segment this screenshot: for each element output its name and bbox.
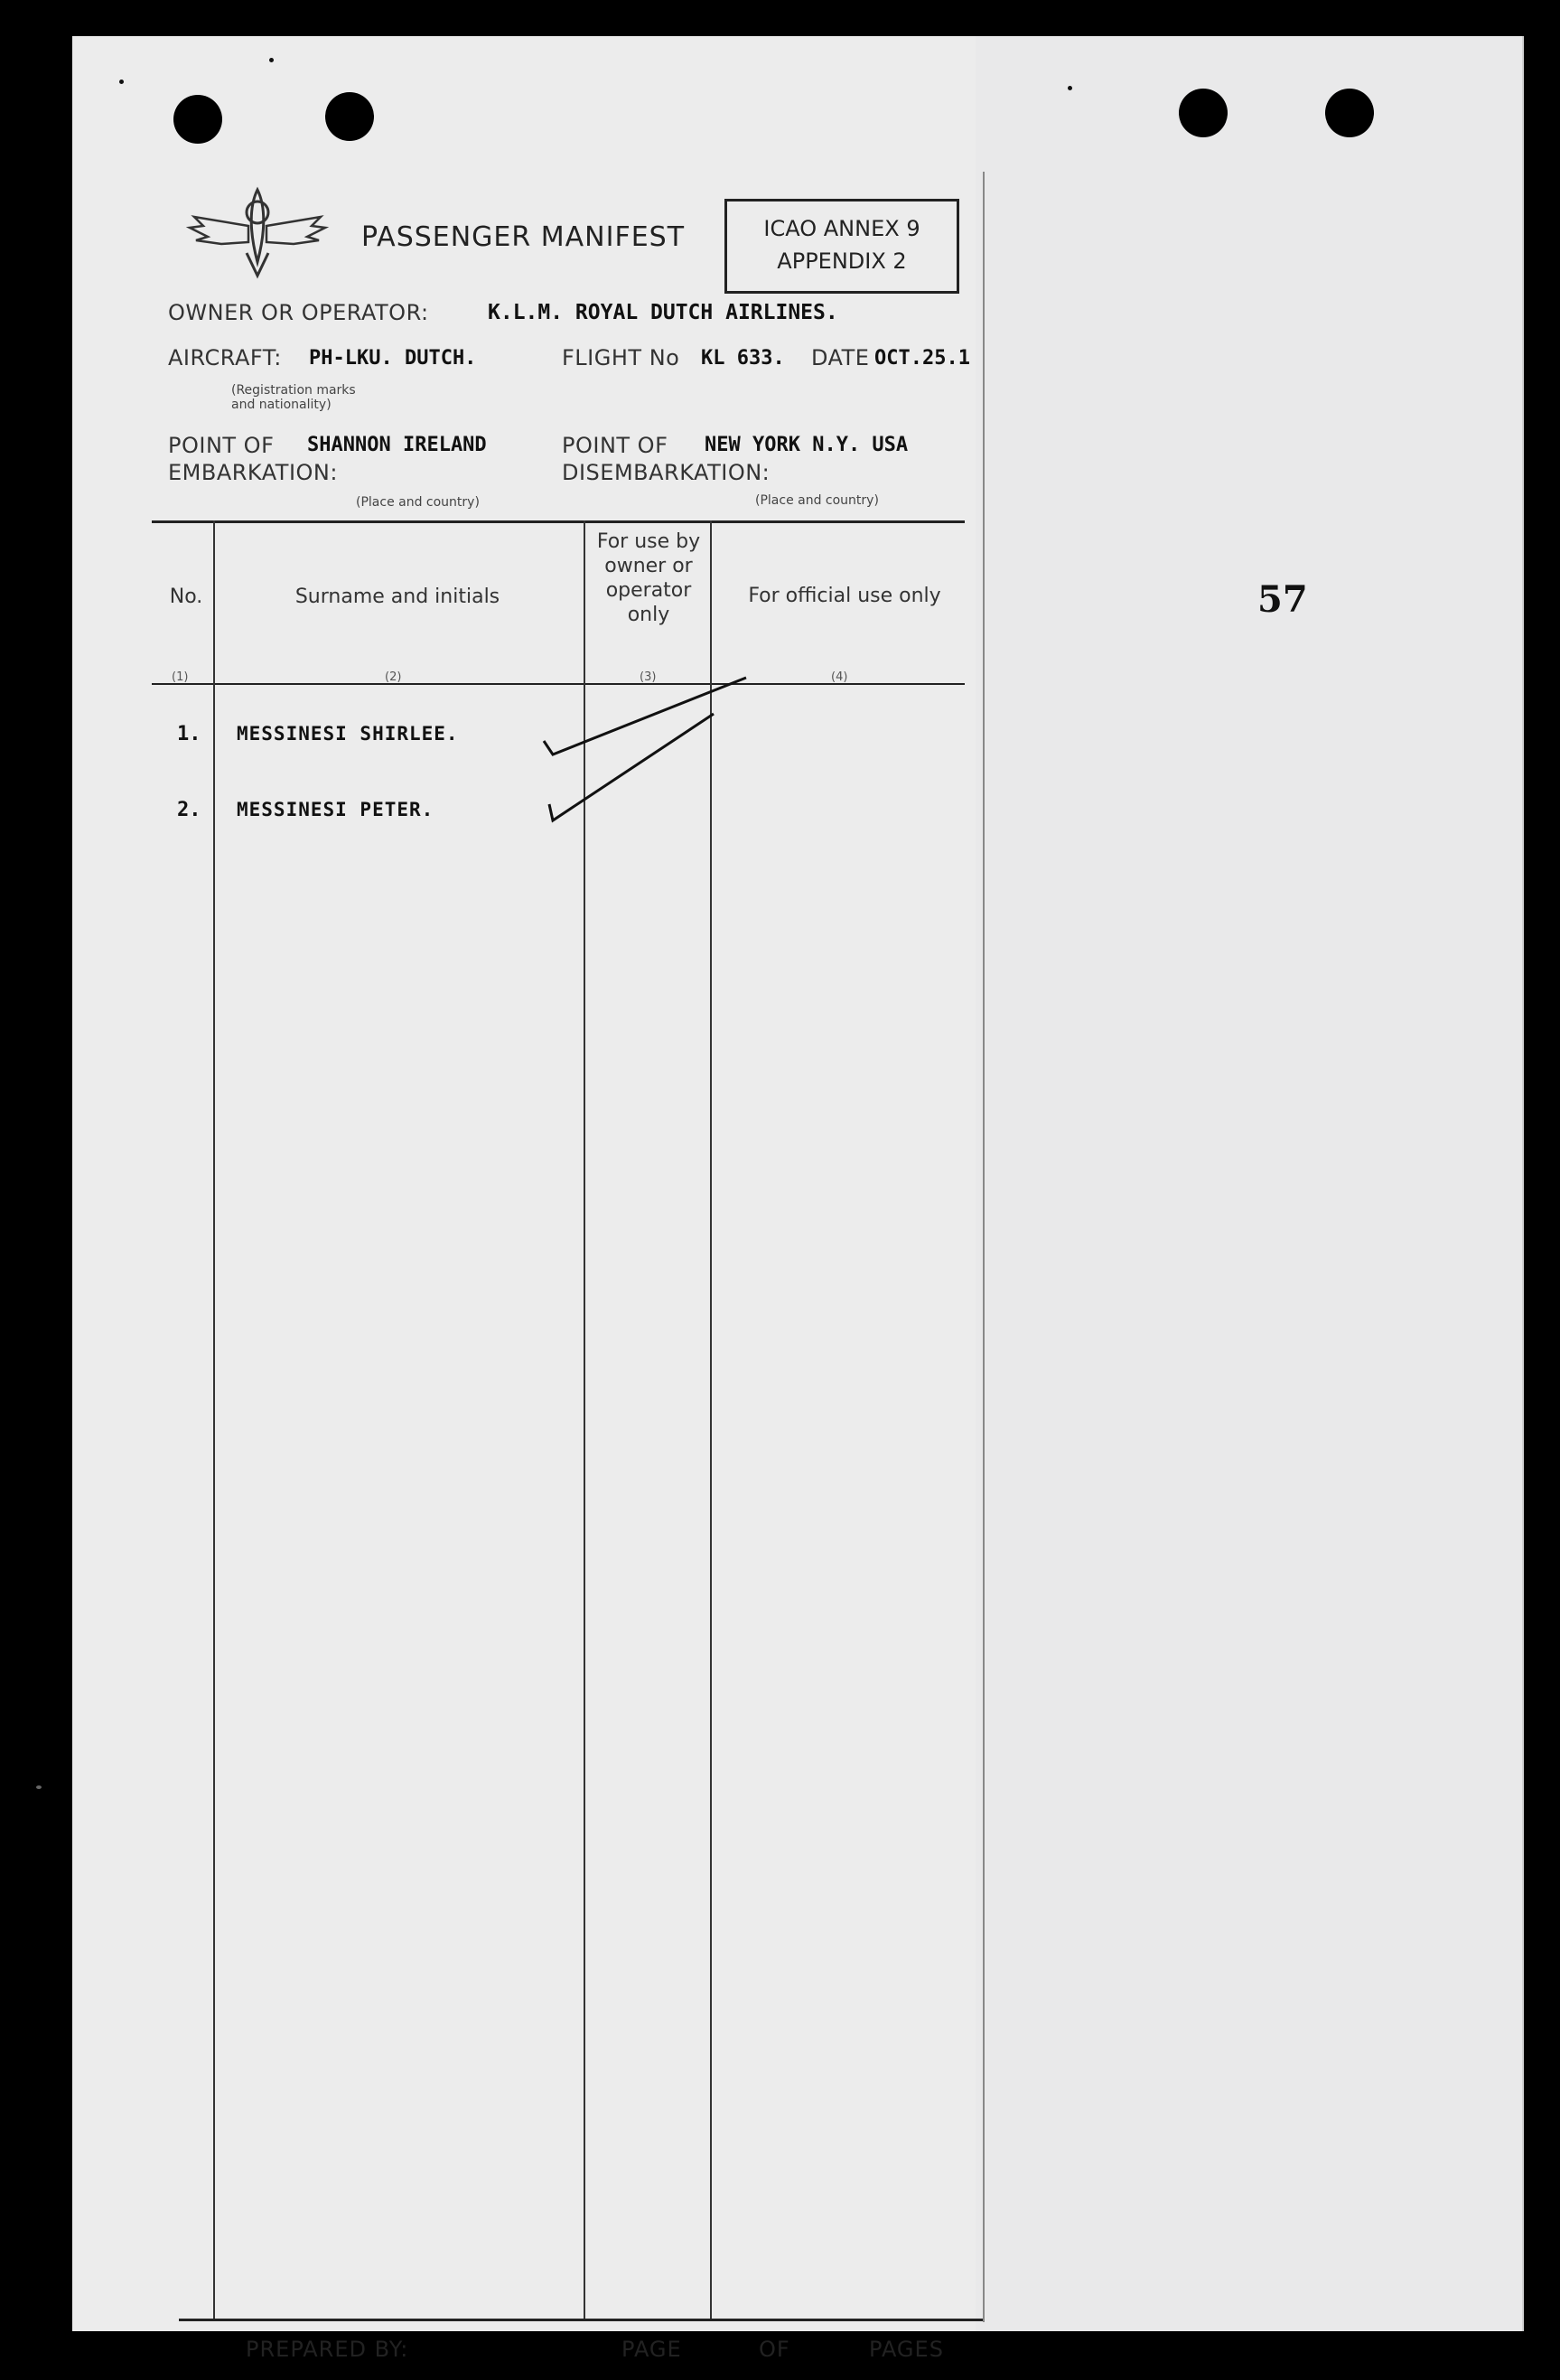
column-divider — [213, 520, 215, 2319]
passenger-name: MESSINESI PETER. — [237, 799, 434, 820]
manifest-form — [72, 36, 976, 2362]
aircraft-label: AIRCRAFT: — [168, 345, 282, 370]
owner-label: OWNER OR OPERATOR: — [168, 300, 429, 325]
column-number: (3) — [640, 670, 657, 684]
klm-wings-logo — [185, 172, 330, 289]
form-right-edge — [983, 172, 985, 2322]
punch-hole — [1325, 89, 1374, 137]
column-number: (2) — [385, 670, 402, 684]
passenger-name: MESSINESI SHIRLEE. — [237, 723, 459, 745]
punch-hole — [1179, 89, 1228, 137]
row-number: 1. — [177, 723, 201, 745]
date-value: OCT.25.1 — [874, 347, 970, 370]
column-header-no: No. — [169, 586, 203, 608]
date-label: DATE — [811, 345, 870, 370]
disembarkation-value: NEW YORK N.Y. USA — [705, 434, 909, 456]
annex-reference-box — [724, 199, 959, 294]
punch-hole — [325, 92, 374, 141]
embarkation-label: POINT OF EMBARKATION: — [168, 433, 338, 485]
prepared-by-label: PREPARED BY: — [246, 2337, 409, 2362]
owner-value: K.L.M. ROYAL DUTCH AIRLINES. — [488, 301, 838, 324]
flight-label: FLIGHT No — [562, 345, 680, 370]
table-top-rule — [152, 520, 965, 523]
of-label: OF — [759, 2337, 790, 2362]
column-number: (4) — [831, 670, 848, 684]
page-stamp-number: 57 — [1257, 578, 1308, 621]
check-mark-icon — [533, 669, 777, 858]
disembarkation-label: POINT OF DISEMBARKATION: — [562, 433, 771, 485]
row-number: 2. — [177, 799, 201, 821]
column-header-official-use: For official use only — [748, 585, 941, 607]
disembarkation-note: (Place and country) — [755, 493, 879, 508]
form-title: PASSENGER MANIFEST — [361, 221, 686, 253]
embarkation-note: (Place and country) — [356, 495, 480, 510]
aircraft-note: (Registration marks and nationality) — [231, 383, 356, 412]
column-header-owner-use: For use by owner or operator only — [596, 530, 701, 626]
column-header-surname: Surname and initials — [294, 586, 500, 608]
table-bottom-rule — [179, 2319, 983, 2321]
page-label: PAGE — [621, 2337, 682, 2362]
embarkation-value: SHANNON IRELAND — [307, 434, 487, 456]
punch-hole — [173, 95, 222, 144]
column-number: (1) — [172, 670, 189, 684]
aircraft-value: PH-LKU. DUTCH. — [309, 347, 477, 370]
annex-line: ICAO ANNEX 9 — [763, 216, 920, 241]
flight-value: KL 633. — [701, 347, 785, 370]
appendix-line: APPENDIX 2 — [777, 248, 907, 274]
pages-label: PAGES — [869, 2337, 944, 2362]
manifest-sheet — [72, 36, 1524, 2362]
